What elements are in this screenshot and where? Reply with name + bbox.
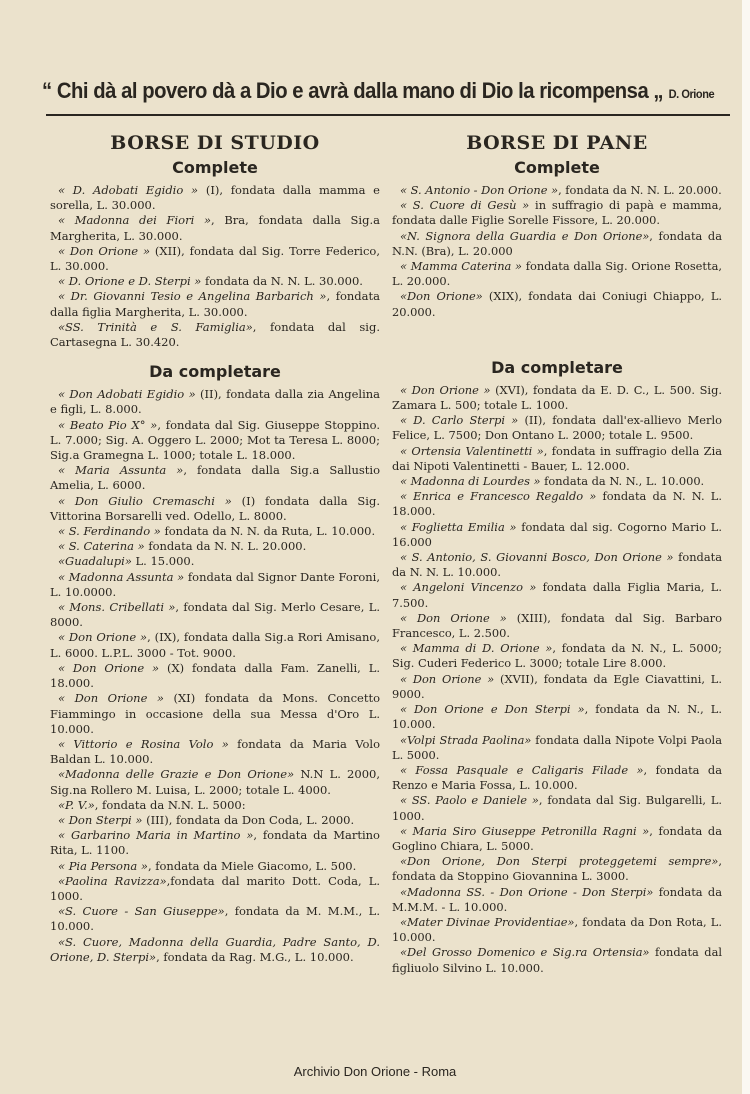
entry-details: fondata dalla Figlia Maria, L. 7.500. <box>392 580 722 610</box>
entry-details: , fondata da N.N. (Bra), L. 20.000 <box>392 228 722 258</box>
entry-details: , fondata da Miele Giacomo, L. 500. <box>147 858 357 873</box>
entry-name: « Don Orione » <box>58 630 148 645</box>
entry-details: (X) fondata dalla Fam. Zanelli, L. 18.000. <box>50 660 380 691</box>
entry-name: « Ortensia Valentinetti » <box>400 443 544 458</box>
entry-details: (XVII), fondata da Egle Ciavattini, L. 9000. <box>392 671 722 701</box>
entry-details: , fondata da M. M.M., L. 10.000. <box>50 904 380 934</box>
list-item <box>392 641 722 671</box>
list-item <box>50 570 380 600</box>
entry-name: « S. Ferdinando » <box>58 524 161 539</box>
list-item <box>50 935 380 965</box>
entry-details: , fondata dal sig. Cartasegna L. 30.420. <box>50 319 380 350</box>
list-item <box>50 463 380 493</box>
entry-name: «Volpi Strada Paolina» <box>400 732 532 747</box>
entry-details: , fondata da Goglino Chiara, L. 5000. <box>392 823 723 853</box>
entry-details: fondata da N. N. L. 18.000. <box>392 489 722 519</box>
list-item <box>50 661 380 691</box>
entry-details: , fondata da N. N., L. 5000; Sig. Cuderi Federico L. 3000; totale Lire 8.000. <box>392 641 722 671</box>
list-item <box>50 813 380 828</box>
list-item <box>50 904 380 934</box>
entry-name: « Maria Siro Giuseppe Petronilla Ragni » <box>400 823 650 838</box>
entry-name: «Mater Divinae Providentiae» <box>400 914 575 929</box>
section-title-studio: BORSE DI STUDIO <box>110 132 320 154</box>
subheading-todo-studio: Da completare <box>149 362 281 382</box>
entry-name: «S. Cuore - San Giuseppe» <box>58 904 225 919</box>
list-item <box>50 524 380 539</box>
entry-details: , fondata da N. N. L. 20.000. <box>558 183 722 197</box>
entry-name: « Don Orione » <box>58 691 164 706</box>
list-item <box>50 554 380 569</box>
list-item <box>50 274 380 289</box>
entry-details: fondata da N. N. L. 10.000. <box>392 550 723 580</box>
entry-details: (XI) fondata da Mons. Concetto Fiammingo in occasione della sua Messa d'Oro L. 10.000. <box>50 691 381 736</box>
entry-name: «Don Orione» <box>400 289 483 304</box>
column-borse-di-studio <box>50 132 380 965</box>
list-item <box>392 183 722 198</box>
entry-name: « S. Cuore di Gesù » <box>400 198 530 213</box>
entry-name: « Don Orione » <box>400 610 507 625</box>
list-item <box>392 289 722 319</box>
list-item <box>392 945 722 975</box>
entry-name: « Garbarino Maria in Martino » <box>58 828 254 843</box>
entry-name: « Don Orione » <box>400 671 495 686</box>
entry-details: (II), fondata dall'ex-allievo Merlo Felice, L. 7500; Don Ontano L. 2000; totale L. 9500. <box>392 413 722 443</box>
entry-details: N.N L. 2000, Sig.na Rollero M. Luisa, L. 2000; totale L. 4000. <box>50 767 380 797</box>
entry-name: «S. Cuore, Madonna della Guardia, Padre Santo, D. Orione, D. Sterpi» <box>50 934 380 964</box>
entry-details: , fondata dal Sig. Giuseppe Stoppino. L. 7.000; Sig. A. Oggero L. 2000; Mot ta Teresa L. 8000; Sig.a Gramegna L. 1000; totale L. 18.000. <box>50 417 380 463</box>
entry-details: , fondata da N. N., L. 10.000. <box>392 702 722 732</box>
list-item <box>392 550 722 580</box>
entry-name: « Don Orione » <box>58 243 151 258</box>
list-item <box>50 600 380 630</box>
entry-name: « Don Giulio Cremaschi » <box>58 493 232 508</box>
column-spacer <box>392 320 722 354</box>
entry-name: « Angeloni Vincenzo » <box>400 580 537 595</box>
entry-details: , fondata da Stoppino Giovannina L. 3000. <box>392 854 722 884</box>
list-item <box>392 915 722 945</box>
entry-details: fondata da M.M.M. - L. 10.000. <box>392 884 723 914</box>
entry-name: « S. Antonio - Don Orione » <box>400 183 559 197</box>
entry-name: « Maria Assunta » <box>58 463 184 478</box>
entry-details: (XIII), fondata dal Sig. Barbaro Francesco, L. 2.500. <box>392 610 722 641</box>
subheading-complete-pane: Complete <box>514 158 600 177</box>
entry-name: « Foglietta Emilia » <box>400 519 517 534</box>
entry-details: ,fondata dal marito Dott. Coda, L. 1000. <box>50 873 380 903</box>
entry-details: fondata da N. N. L. 30.000. <box>201 274 363 289</box>
entry-details: , fondata da Renzo e Maria Fossa, L. 10.000. <box>392 762 722 793</box>
entry-name: « Enrica e Francesco Regaldo » <box>400 489 597 504</box>
list-item <box>392 702 722 732</box>
entry-details: , fondata dalla Sig.a Sallustio Amelia, L. 6000. <box>50 463 380 493</box>
entry-name: « Madonna dei Fiori » <box>58 213 211 228</box>
entry-details: , fondata da N.N. L. 5000: <box>94 797 246 812</box>
entry-details: , fondata dal Sig. Bulgarelli, L. 1000. <box>392 793 722 823</box>
entry-name: « D. Adobati Egidio » <box>58 183 199 197</box>
list-item <box>50 630 380 660</box>
entry-details: (I) fondata dalla Sig. Vittorina Borsarelli ved. Odello, L. 8000. <box>50 493 380 523</box>
list-item <box>50 859 380 874</box>
section-title-pane: BORSE DI PANE <box>466 132 648 154</box>
entry-name: « Vittorio e Rosina Volo » <box>58 736 229 751</box>
entry-name: « Mons. Cribellati » <box>58 600 176 615</box>
entry-name: « Mamma Caterina » <box>400 259 523 274</box>
motto-header <box>42 78 715 104</box>
entry-name: « Madonna di Lourdes » <box>400 474 541 489</box>
entry-details: , fondata da Martino Rita, L. 1100. <box>50 828 380 858</box>
list-item <box>50 798 380 813</box>
entry-details: (XVI), fondata da E. D. C., L. 500. Sig. Zamara L. 500; totale L. 1000. <box>392 382 722 413</box>
list-item <box>50 289 380 319</box>
list-todo-pane <box>392 383 722 976</box>
entry-name: « Dr. Giovanni Tesio e Angelina Barbarich » <box>58 289 327 304</box>
archive-footer: Archivio Don Orione - Roma <box>293 1064 457 1079</box>
list-item <box>392 763 722 793</box>
entry-name: «P. V.» <box>58 797 95 812</box>
entry-details: , fondata da Don Rota, L. 10.000. <box>392 914 722 945</box>
entry-name: «Don Orione, Don Sterpi proteggetemi sempre» <box>400 854 719 869</box>
entry-name: « Fossa Pasquale e Caligaris Filade » <box>400 762 644 777</box>
list-item <box>392 611 722 641</box>
list-item <box>50 244 380 274</box>
entry-details: , fondata dalla figlia Margherita, L. 30.000. <box>50 289 381 319</box>
list-item <box>50 874 380 904</box>
entry-details: , fondata da Rag. M.G., L. 10.000. <box>156 949 354 964</box>
entry-name: « Don Orione » <box>58 660 160 675</box>
list-item <box>392 474 722 489</box>
list-complete-pane <box>392 183 722 320</box>
list-item <box>392 520 722 550</box>
list-item <box>50 494 380 524</box>
list-item <box>392 793 722 823</box>
entry-name: « SS. Paolo e Daniele » <box>400 793 539 808</box>
entry-name: « Don Sterpi » <box>58 812 143 827</box>
list-item <box>392 885 722 915</box>
list-item <box>392 854 722 884</box>
entry-details: (III), fondata da Don Coda, L. 2000. <box>142 812 355 827</box>
entry-details: , Bra, fondata dalla Sig.a Margherita, L. 30.000. <box>50 213 380 243</box>
subheading-todo-pane: Da completare <box>491 357 623 377</box>
entry-name: « Pia Persona » <box>58 858 148 873</box>
entry-name: « S. Antonio, S. Giovanni Bosco, Don Orione » <box>400 550 674 565</box>
entry-name: « Don Adobati Egidio » <box>58 387 196 402</box>
entry-details: (XIX), fondata dai Coniugi Chiappo, L. 20.000. <box>392 289 723 319</box>
entry-name: «SS. Trinità e S. Famiglia» <box>58 319 253 334</box>
entry-details: (I), fondata dalla mamma e sorella, L. 30.000. <box>50 183 380 213</box>
entry-details: fondata da N. N. L. 20.000. <box>144 539 307 554</box>
entry-details: fondata da Maria Volo Baldan L. 10.000. <box>50 736 381 767</box>
entry-name: « Mamma di D. Orione » <box>400 641 553 656</box>
entry-details: (XII), fondata dal Sig. Torre Federico, L. 30.000. <box>50 243 380 274</box>
list-complete-studio <box>50 183 380 350</box>
entry-name: « S. Caterina » <box>58 539 145 554</box>
entry-details: (II), fondata dalla zia Angelina e figli, L. 8.000. <box>50 387 381 417</box>
motto-author: D. Orione <box>668 87 715 101</box>
entry-name: « D. Orione e D. Sterpi » <box>58 274 202 289</box>
list-item <box>392 733 722 763</box>
entry-details: L. 15.000. <box>131 554 195 569</box>
entry-details: fondata da N. N. da Ruta, L. 10.000. <box>160 524 376 539</box>
list-item <box>50 539 380 554</box>
list-item <box>392 383 722 413</box>
entry-name: « Don Orione e Don Sterpi » <box>400 702 585 717</box>
list-item <box>392 672 722 702</box>
subheading-complete-studio: Complete <box>172 158 258 177</box>
entry-name: « D. Carlo Sterpi » <box>400 413 519 428</box>
list-item <box>50 737 380 767</box>
entry-details: , fondata in suffragio della Zia dai Nipoti Valentinetti - Bauer, L. 12.000. <box>392 443 723 473</box>
entry-details: fondata dal figliuolo Silvino L. 10.000. <box>392 945 723 975</box>
list-item <box>50 418 380 464</box>
entry-details: in suffragio di papà e mamma, fondata dalle Figlie Sorelle Fissore, L. 20.000. <box>392 198 722 228</box>
list-item <box>50 691 380 737</box>
list-todo-studio <box>50 387 380 965</box>
list-item <box>50 387 380 417</box>
list-item <box>392 259 722 289</box>
entry-name: «Del Grosso Domenico e Sig.ra Ortensia» <box>400 945 650 960</box>
list-item <box>392 198 722 228</box>
column-borse-di-pane <box>392 132 722 976</box>
entry-name: « Madonna Assunta » <box>58 569 185 584</box>
entry-details: fondata da N. N., L. 10.000. <box>540 474 705 489</box>
entry-details: fondata dal Signor Dante Foroni, L. 10.0000. <box>50 569 380 599</box>
entry-name: « Don Orione » <box>400 382 491 397</box>
list-item <box>392 489 722 519</box>
entry-details: , (IX), fondata dalla Sig.a Rori Amisano, L. 6000. L.P.L. 3000 - Tot. 9000. <box>50 630 380 660</box>
entry-name: «Guadalupi» <box>58 554 132 569</box>
entry-details: fondata dalla Sig. Orione Rosetta, L. 20.000. <box>392 259 722 289</box>
entry-name: «Madonna delle Grazie e Don Orione» <box>58 767 295 782</box>
list-item <box>50 828 380 858</box>
list-item <box>50 767 380 797</box>
list-item <box>50 213 380 243</box>
list-item <box>392 413 722 443</box>
list-item <box>50 320 380 350</box>
list-item <box>392 229 722 259</box>
list-item <box>392 444 722 474</box>
entry-details: fondata dal sig. Cogorno Mario L. 16.000 <box>392 519 722 549</box>
entry-details: , fondata dal Sig. Merlo Cesare, L. 8000. <box>50 600 380 630</box>
entry-details: fondata dalla Nipote Volpi Paola L. 5000. <box>392 732 722 762</box>
page-edge <box>742 0 750 1094</box>
entry-name: «N. Signora della Guardia e Don Orione» <box>400 228 650 243</box>
list-item <box>392 580 722 610</box>
list-item <box>50 183 380 213</box>
entry-name: « Beato Pio X° » <box>58 417 158 432</box>
entry-name: «Madonna SS. - Don Orione - Don Sterpi» <box>400 884 654 899</box>
header-rule <box>46 114 730 116</box>
list-item <box>392 824 722 854</box>
entry-name: «Paolina Ravizza» <box>58 873 167 888</box>
motto-text: “ Chi dà al povero dà a Dio e avrà dalla mano di Dio la ricompensa „ <box>42 78 664 103</box>
